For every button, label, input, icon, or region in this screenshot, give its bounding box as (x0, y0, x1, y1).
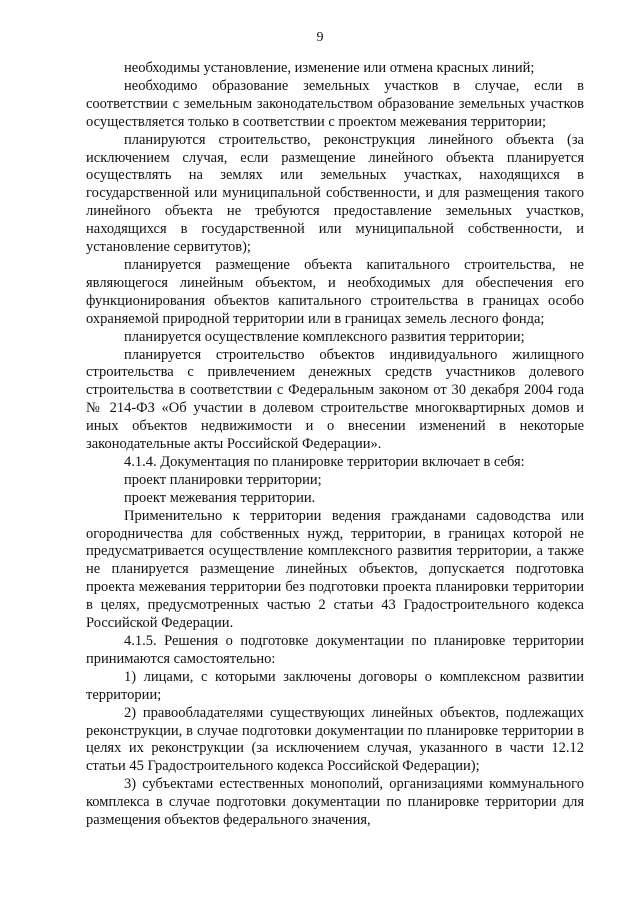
page-number: 9 (316, 30, 324, 45)
paragraph-linear-object: планируются строительство, реконструкция линейного объекта (за исключением случая, если размещение линейного объекта планируется осуществлять на землях или земельных участках, находящихся в государственной или муниципальной собственности, и для размещения такого линейного объекта не требуются предоставление земельных участков, находящихся в государственной или муниципальной собственности, и установление сервитутов); (86, 131, 584, 256)
paragraph-surveying-project: проект межевания территории. (124, 489, 316, 506)
paragraph-red-lines: необходимы установление, изменение или отмена красных линий; (124, 60, 535, 76)
paragraph-4-1-5: 4.1.5. Решения о подготовке документации по планировке территории принимаются самостоятельно: (86, 633, 584, 667)
paragraph-individual-housing: планируется строительство объектов индивидуального жилищного строительства с привлечением денежных средств участников долевого строительства в соответствии с Федеральным законом от 30 декабря 2004 года № 214-ФЗ «Об участии в долевом строительстве многоквартирных домов и иных объектов недвижимости и о внесении изменений в некоторые законодательные акты Российской Федерации». (86, 346, 584, 453)
paragraph-land-plots: необходимо образование земельных участков в случае, если в соответствии с земельным законодательством образование земельных участков осуществляется только в соответствии с проектом межевания территории; (86, 77, 584, 130)
list-item-1: 1) лицами, с которыми заключены договоры о комплексном развитии территории; (86, 668, 584, 703)
list-item-3: 3) субъектами естественных монополий, организациями коммунального комплекса в случае подготовки документации по планировке территории для размещения объектов федерального значения, (86, 776, 584, 829)
paragraph-planning-project: проект планировки территории; (124, 471, 322, 488)
document-body (86, 60, 584, 830)
paragraph-capital-construction: планируется размещение объекта капитального строительства, не являющегося линейным объектом, и необходимых для обеспечения его функционирования объектов капитального строительства в границах особо охраняемой природной территории или в границах земель лесного фонда; (86, 256, 584, 327)
list-item-2: 2) правообладателями существующих линейных объектов, подлежащих реконструкции, в случае подготовки документации по планировке территории в целях их реконструкции (за исключением случая, указанного в части 12.12 статьи 45 Градостроительного кодекса Российской Федерации); (86, 704, 584, 775)
paragraph-4-1-4: 4.1.4. Документация по планировке территории включает в себя: (124, 453, 525, 470)
paragraph-complex-development: планируется осуществление комплексного развития территории; (124, 328, 525, 345)
paragraph-gardening-territory: Применительно к территории ведения гражданами садоводства или огородничества для собственных нужд, территории, в границах которой не предусматривается осуществление комплексного развития территории, а также не планируется размещение линейных объектов, допускается подготовка проекта межевания территории без подготовки проекта планировки территории в целях, предусмотренных частью 2 статьи 43 Градостроительного кодекса Российской Федерации. (86, 507, 584, 632)
